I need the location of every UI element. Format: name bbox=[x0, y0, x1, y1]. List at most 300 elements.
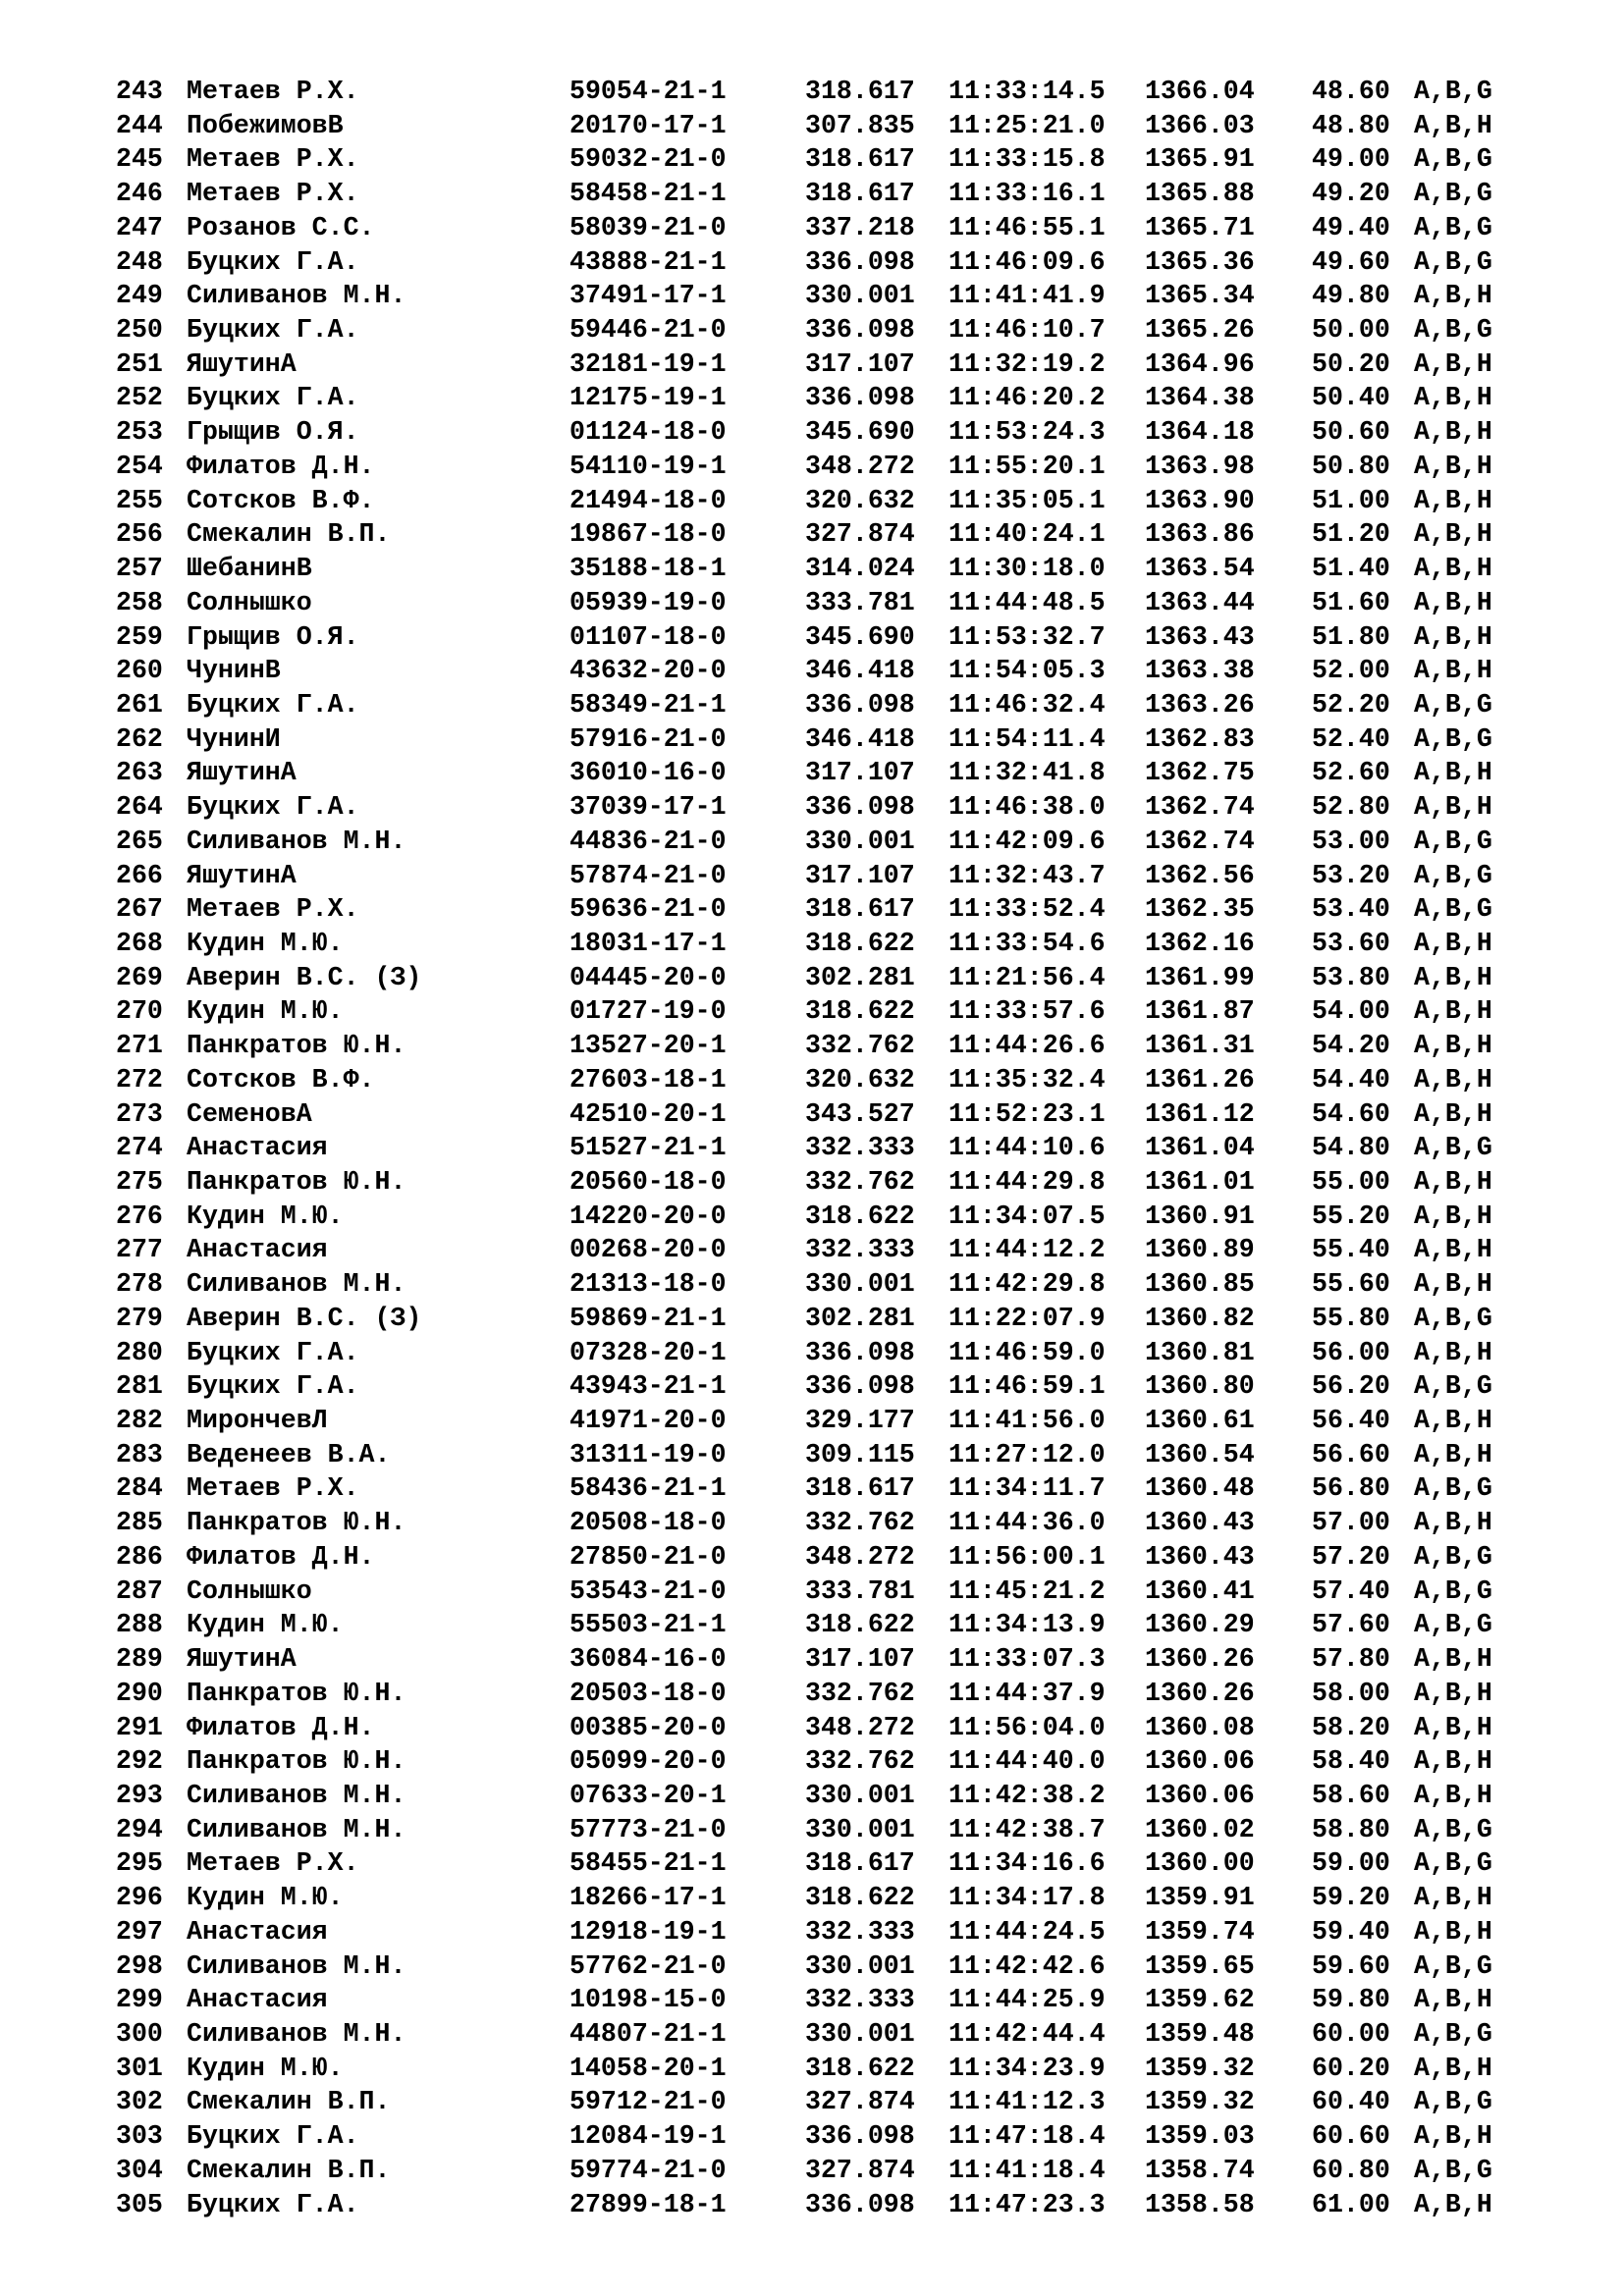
distance-cell: 309.115 bbox=[805, 1439, 915, 1469]
ring-number-cell: 20503-18-0 bbox=[569, 1678, 727, 1708]
place-cell: 254 bbox=[116, 451, 163, 481]
fancier-name-cell: ЧунинВ bbox=[187, 656, 281, 686]
distance-cell: 336.098 bbox=[805, 315, 915, 346]
fancier-name-cell: Силиванов М.Н. bbox=[187, 2018, 406, 2049]
arrival-time-cell: 11:42:44.4 bbox=[948, 2018, 1106, 2049]
place-cell: 261 bbox=[116, 689, 163, 720]
speed-cell: 1365.36 bbox=[1145, 246, 1255, 277]
place-cell: 260 bbox=[116, 656, 163, 686]
distance-cell: 320.632 bbox=[805, 485, 915, 515]
place-cell: 255 bbox=[116, 485, 163, 515]
coefficient-cell: 49.80 bbox=[1312, 281, 1390, 311]
speed-cell: 1359.74 bbox=[1145, 1916, 1255, 1947]
ring-number-cell: 43943-21-1 bbox=[569, 1371, 727, 1402]
arrival-time-cell: 11:53:24.3 bbox=[948, 417, 1106, 448]
arrival-time-cell: 11:47:23.3 bbox=[948, 2189, 1106, 2219]
coefficient-cell: 57.00 bbox=[1312, 1508, 1390, 1538]
coefficient-cell: 60.80 bbox=[1312, 2155, 1390, 2185]
group-tag-cell: A,B,H bbox=[1414, 2189, 1492, 2219]
arrival-time-cell: 11:52:23.1 bbox=[948, 1098, 1106, 1129]
group-tag-cell: A,B,H bbox=[1414, 451, 1492, 481]
distance-cell: 332.333 bbox=[805, 1235, 915, 1265]
place-cell: 256 bbox=[116, 519, 163, 550]
coefficient-cell: 57.80 bbox=[1312, 1644, 1390, 1675]
speed-cell: 1359.32 bbox=[1145, 2087, 1255, 2117]
coefficient-cell: 56.00 bbox=[1312, 1337, 1390, 1367]
distance-cell: 348.272 bbox=[805, 1712, 915, 1742]
fancier-name-cell: Панкратов Ю.Н. bbox=[187, 1746, 406, 1777]
arrival-time-cell: 11:32:19.2 bbox=[948, 348, 1106, 379]
speed-cell: 1363.44 bbox=[1145, 587, 1255, 617]
distance-cell: 336.098 bbox=[805, 792, 915, 823]
group-tag-cell: A,B,G bbox=[1414, 1575, 1492, 1606]
coefficient-cell: 52.60 bbox=[1312, 758, 1390, 788]
speed-cell: 1360.00 bbox=[1145, 1848, 1255, 1879]
group-tag-cell: A,B,H bbox=[1414, 1644, 1492, 1675]
group-tag-cell: A,B,H bbox=[1414, 1712, 1492, 1742]
speed-cell: 1363.43 bbox=[1145, 621, 1255, 652]
place-cell: 265 bbox=[116, 826, 163, 856]
group-tag-cell: A,B,G bbox=[1414, 689, 1492, 720]
group-tag-cell: A,B,H bbox=[1414, 554, 1492, 584]
group-tag-cell: A,B,G bbox=[1414, 1541, 1492, 1572]
place-cell: 243 bbox=[116, 77, 163, 106]
fancier-name-cell: Смекалин В.П. bbox=[187, 519, 391, 550]
coefficient-cell: 57.20 bbox=[1312, 1541, 1390, 1572]
distance-cell: 318.617 bbox=[805, 144, 915, 175]
coefficient-cell: 49.00 bbox=[1312, 144, 1390, 175]
place-cell: 275 bbox=[116, 1167, 163, 1197]
arrival-time-cell: 11:44:12.2 bbox=[948, 1235, 1106, 1265]
fancier-name-cell: Буцких Г.А. bbox=[187, 1371, 359, 1402]
arrival-time-cell: 11:56:04.0 bbox=[948, 1712, 1106, 1742]
place-cell: 294 bbox=[116, 1814, 163, 1844]
fancier-name-cell: Смекалин В.П. bbox=[187, 2087, 391, 2117]
speed-cell: 1365.91 bbox=[1145, 144, 1255, 175]
arrival-time-cell: 11:32:41.8 bbox=[948, 758, 1106, 788]
place-cell: 249 bbox=[116, 281, 163, 311]
fancier-name-cell: Буцких Г.А. bbox=[187, 792, 359, 823]
group-tag-cell: A,B,H bbox=[1414, 1746, 1492, 1777]
distance-cell: 345.690 bbox=[805, 621, 915, 652]
place-cell: 304 bbox=[116, 2155, 163, 2185]
place-cell: 269 bbox=[116, 962, 163, 992]
distance-cell: 318.622 bbox=[805, 1610, 915, 1640]
distance-cell: 333.781 bbox=[805, 1575, 915, 1606]
group-tag-cell: A,B,H bbox=[1414, 1780, 1492, 1810]
speed-cell: 1360.54 bbox=[1145, 1439, 1255, 1469]
group-tag-cell: A,B,G bbox=[1414, 1814, 1492, 1844]
speed-cell: 1363.54 bbox=[1145, 554, 1255, 584]
arrival-time-cell: 11:22:07.9 bbox=[948, 1303, 1106, 1333]
fancier-name-cell: Анастасия bbox=[187, 1916, 328, 1947]
group-tag-cell: A,B,H bbox=[1414, 110, 1492, 140]
arrival-time-cell: 11:33:16.1 bbox=[948, 179, 1106, 209]
arrival-time-cell: 11:46:55.1 bbox=[948, 212, 1106, 242]
arrival-time-cell: 11:44:40.0 bbox=[948, 1746, 1106, 1777]
fancier-name-cell: Силиванов М.Н. bbox=[187, 826, 406, 856]
group-tag-cell: A,B,H bbox=[1414, 519, 1492, 550]
ring-number-cell: 27899-18-1 bbox=[569, 2189, 727, 2219]
ring-number-cell: 14058-20-1 bbox=[569, 2053, 727, 2083]
arrival-time-cell: 11:30:18.0 bbox=[948, 554, 1106, 584]
coefficient-cell: 55.40 bbox=[1312, 1235, 1390, 1265]
distance-cell: 317.107 bbox=[805, 1644, 915, 1675]
place-cell: 278 bbox=[116, 1269, 163, 1300]
group-tag-cell: A,B,H bbox=[1414, 1916, 1492, 1947]
ring-number-cell: 36084-16-0 bbox=[569, 1644, 727, 1675]
fancier-name-cell: Метаев Р.Х. bbox=[187, 1473, 359, 1504]
ring-number-cell: 59712-21-0 bbox=[569, 2087, 727, 2117]
distance-cell: 317.107 bbox=[805, 348, 915, 379]
speed-cell: 1360.61 bbox=[1145, 1406, 1255, 1436]
speed-cell: 1365.26 bbox=[1145, 315, 1255, 346]
ring-number-cell: 59774-21-0 bbox=[569, 2155, 727, 2185]
speed-cell: 1361.04 bbox=[1145, 1133, 1255, 1163]
place-cell: 286 bbox=[116, 1541, 163, 1572]
speed-cell: 1360.08 bbox=[1145, 1712, 1255, 1742]
fancier-name-cell: Буцких Г.А. bbox=[187, 246, 359, 277]
coefficient-cell: 54.20 bbox=[1312, 1031, 1390, 1061]
fancier-name-cell: Буцких Г.А. bbox=[187, 315, 359, 346]
speed-cell: 1360.91 bbox=[1145, 1201, 1255, 1231]
group-tag-cell: A,B,H bbox=[1414, 348, 1492, 379]
place-cell: 247 bbox=[116, 212, 163, 242]
arrival-time-cell: 11:46:20.2 bbox=[948, 383, 1106, 413]
arrival-time-cell: 11:41:12.3 bbox=[948, 2087, 1106, 2117]
coefficient-cell: 51.80 bbox=[1312, 621, 1390, 652]
group-tag-cell: A,B,H bbox=[1414, 996, 1492, 1027]
group-tag-cell: A,B,H bbox=[1414, 485, 1492, 515]
place-cell: 244 bbox=[116, 110, 163, 140]
group-tag-cell: A,B,G bbox=[1414, 860, 1492, 890]
distance-cell: 346.418 bbox=[805, 723, 915, 754]
speed-cell: 1360.43 bbox=[1145, 1541, 1255, 1572]
speed-cell: 1360.29 bbox=[1145, 1610, 1255, 1640]
distance-cell: 302.281 bbox=[805, 962, 915, 992]
group-tag-cell: A,B,G bbox=[1414, 1473, 1492, 1504]
distance-cell: 336.098 bbox=[805, 246, 915, 277]
place-cell: 276 bbox=[116, 1201, 163, 1231]
fancier-name-cell: Сотсков В.Ф. bbox=[187, 485, 375, 515]
distance-cell: 318.622 bbox=[805, 996, 915, 1027]
speed-cell: 1364.18 bbox=[1145, 417, 1255, 448]
coefficient-cell: 49.20 bbox=[1312, 179, 1390, 209]
distance-cell: 330.001 bbox=[805, 1814, 915, 1844]
coefficient-cell: 51.40 bbox=[1312, 554, 1390, 584]
place-cell: 288 bbox=[116, 1610, 163, 1640]
ring-number-cell: 58039-21-0 bbox=[569, 212, 727, 242]
group-tag-cell: A,B,G bbox=[1414, 1371, 1492, 1402]
coefficient-cell: 53.40 bbox=[1312, 894, 1390, 925]
arrival-time-cell: 11:44:37.9 bbox=[948, 1678, 1106, 1708]
speed-cell: 1363.98 bbox=[1145, 451, 1255, 481]
group-tag-cell: A,B,H bbox=[1414, 1508, 1492, 1538]
fancier-name-cell: Силиванов М.Н. bbox=[187, 1814, 406, 1844]
fancier-name-cell: Филатов Д.Н. bbox=[187, 1541, 375, 1572]
ring-number-cell: 57762-21-0 bbox=[569, 1950, 727, 1981]
speed-cell: 1360.89 bbox=[1145, 1235, 1255, 1265]
ring-number-cell: 20560-18-0 bbox=[569, 1167, 727, 1197]
fancier-name-cell: Кудин М.Ю. bbox=[187, 1201, 344, 1231]
coefficient-cell: 58.80 bbox=[1312, 1814, 1390, 1844]
coefficient-cell: 56.20 bbox=[1312, 1371, 1390, 1402]
speed-cell: 1365.88 bbox=[1145, 179, 1255, 209]
fancier-name-cell: Метаев Р.Х. bbox=[187, 894, 359, 925]
fancier-name-cell: Буцких Г.А. bbox=[187, 2121, 359, 2152]
place-cell: 257 bbox=[116, 554, 163, 584]
arrival-time-cell: 11:45:21.2 bbox=[948, 1575, 1106, 1606]
fancier-name-cell: Солнышко bbox=[187, 587, 312, 617]
distance-cell: 332.333 bbox=[805, 1985, 915, 2015]
distance-cell: 333.781 bbox=[805, 587, 915, 617]
distance-cell: 336.098 bbox=[805, 1337, 915, 1367]
ring-number-cell: 13527-20-1 bbox=[569, 1031, 727, 1061]
fancier-name-cell: Силиванов М.Н. bbox=[187, 1269, 406, 1300]
place-cell: 259 bbox=[116, 621, 163, 652]
distance-cell: 330.001 bbox=[805, 1950, 915, 1981]
group-tag-cell: A,B,G bbox=[1414, 212, 1492, 242]
fancier-name-cell: Буцких Г.А. bbox=[187, 383, 359, 413]
speed-cell: 1359.91 bbox=[1145, 1883, 1255, 1913]
distance-cell: 348.272 bbox=[805, 1541, 915, 1572]
coefficient-cell: 49.40 bbox=[1312, 212, 1390, 242]
arrival-time-cell: 11:42:38.7 bbox=[948, 1814, 1106, 1844]
arrival-time-cell: 11:46:59.0 bbox=[948, 1337, 1106, 1367]
ring-number-cell: 18031-17-1 bbox=[569, 928, 727, 958]
ring-number-cell: 59446-21-0 bbox=[569, 315, 727, 346]
coefficient-cell: 52.20 bbox=[1312, 689, 1390, 720]
place-cell: 305 bbox=[116, 2189, 163, 2219]
speed-cell: 1363.38 bbox=[1145, 656, 1255, 686]
ring-number-cell: 10198-15-0 bbox=[569, 1985, 727, 2015]
place-cell: 299 bbox=[116, 1985, 163, 2015]
arrival-time-cell: 11:32:43.7 bbox=[948, 860, 1106, 890]
distance-cell: 318.622 bbox=[805, 1201, 915, 1231]
ring-number-cell: 01107-18-0 bbox=[569, 621, 727, 652]
group-tag-cell: A,B,G bbox=[1414, 246, 1492, 277]
arrival-time-cell: 11:42:29.8 bbox=[948, 1269, 1106, 1300]
place-cell: 267 bbox=[116, 894, 163, 925]
ring-number-cell: 12918-19-1 bbox=[569, 1916, 727, 1947]
fancier-name-cell: Метаев Р.Х. bbox=[187, 179, 359, 209]
distance-cell: 332.333 bbox=[805, 1916, 915, 1947]
group-tag-cell: A,B,H bbox=[1414, 1235, 1492, 1265]
arrival-time-cell: 11:41:18.4 bbox=[948, 2155, 1106, 2185]
coefficient-cell: 58.20 bbox=[1312, 1712, 1390, 1742]
group-tag-cell: A,B,H bbox=[1414, 2121, 1492, 2152]
group-tag-cell: A,B,G bbox=[1414, 1950, 1492, 1981]
group-tag-cell: A,B,H bbox=[1414, 1406, 1492, 1436]
speed-cell: 1361.31 bbox=[1145, 1031, 1255, 1061]
ring-number-cell: 58436-21-1 bbox=[569, 1473, 727, 1504]
group-tag-cell: A,B,G bbox=[1414, 826, 1492, 856]
ring-number-cell: 27850-21-0 bbox=[569, 1541, 727, 1572]
fancier-name-cell: Анастасия bbox=[187, 1133, 328, 1163]
group-tag-cell: A,B,H bbox=[1414, 383, 1492, 413]
arrival-time-cell: 11:34:13.9 bbox=[948, 1610, 1106, 1640]
arrival-time-cell: 11:35:05.1 bbox=[948, 485, 1106, 515]
distance-cell: 318.617 bbox=[805, 1848, 915, 1879]
arrival-time-cell: 11:34:17.8 bbox=[948, 1883, 1106, 1913]
group-tag-cell: A,B,G bbox=[1414, 1610, 1492, 1640]
group-tag-cell: A,B,H bbox=[1414, 1985, 1492, 2015]
coefficient-cell: 51.20 bbox=[1312, 519, 1390, 550]
group-tag-cell: A,B,H bbox=[1414, 1269, 1492, 1300]
distance-cell: 302.281 bbox=[805, 1303, 915, 1333]
place-cell: 277 bbox=[116, 1235, 163, 1265]
group-tag-cell: A,B,H bbox=[1414, 621, 1492, 652]
distance-cell: 337.218 bbox=[805, 212, 915, 242]
speed-cell: 1365.34 bbox=[1145, 281, 1255, 311]
coefficient-cell: 49.60 bbox=[1312, 246, 1390, 277]
coefficient-cell: 59.40 bbox=[1312, 1916, 1390, 1947]
group-tag-cell: A,B,H bbox=[1414, 1678, 1492, 1708]
group-tag-cell: A,B,G bbox=[1414, 2087, 1492, 2117]
speed-cell: 1362.75 bbox=[1145, 758, 1255, 788]
place-cell: 264 bbox=[116, 792, 163, 823]
fancier-name-cell: Филатов Д.Н. bbox=[187, 1712, 375, 1742]
fancier-name-cell: Грыщив О.Я. bbox=[187, 417, 359, 448]
distance-cell: 330.001 bbox=[805, 2018, 915, 2049]
ring-number-cell: 12084-19-1 bbox=[569, 2121, 727, 2152]
coefficient-cell: 57.60 bbox=[1312, 1610, 1390, 1640]
fancier-name-cell: Филатов Д.Н. bbox=[187, 451, 375, 481]
coefficient-cell: 58.40 bbox=[1312, 1746, 1390, 1777]
ring-number-cell: 59054-21-1 bbox=[569, 77, 727, 106]
distance-cell: 345.690 bbox=[805, 417, 915, 448]
fancier-name-cell: Панкратов Ю.Н. bbox=[187, 1167, 406, 1197]
distance-cell: 343.527 bbox=[805, 1098, 915, 1129]
group-tag-cell: A,B,G bbox=[1414, 179, 1492, 209]
group-tag-cell: A,B,H bbox=[1414, 1098, 1492, 1129]
arrival-time-cell: 11:46:09.6 bbox=[948, 246, 1106, 277]
coefficient-cell: 60.20 bbox=[1312, 2053, 1390, 2083]
arrival-time-cell: 11:33:57.6 bbox=[948, 996, 1106, 1027]
coefficient-cell: 57.40 bbox=[1312, 1575, 1390, 1606]
coefficient-cell: 51.60 bbox=[1312, 587, 1390, 617]
group-tag-cell: A,B,H bbox=[1414, 281, 1492, 311]
ring-number-cell: 18266-17-1 bbox=[569, 1883, 727, 1913]
speed-cell: 1359.03 bbox=[1145, 2121, 1255, 2152]
place-cell: 250 bbox=[116, 315, 163, 346]
arrival-time-cell: 11:25:21.0 bbox=[948, 110, 1106, 140]
arrival-time-cell: 11:33:52.4 bbox=[948, 894, 1106, 925]
speed-cell: 1358.74 bbox=[1145, 2155, 1255, 2185]
place-cell: 301 bbox=[116, 2053, 163, 2083]
ring-number-cell: 55503-21-1 bbox=[569, 1610, 727, 1640]
place-cell: 262 bbox=[116, 723, 163, 754]
coefficient-cell: 55.60 bbox=[1312, 1269, 1390, 1300]
ring-number-cell: 37039-17-1 bbox=[569, 792, 727, 823]
fancier-name-cell: Аверин В.С. (З) bbox=[187, 962, 422, 992]
distance-cell: 330.001 bbox=[805, 1269, 915, 1300]
speed-cell: 1363.26 bbox=[1145, 689, 1255, 720]
group-tag-cell: A,B,H bbox=[1414, 1439, 1492, 1469]
arrival-time-cell: 11:56:00.1 bbox=[948, 1541, 1106, 1572]
arrival-time-cell: 11:44:25.9 bbox=[948, 1985, 1106, 2015]
distance-cell: 332.333 bbox=[805, 1133, 915, 1163]
ring-number-cell: 42510-20-1 bbox=[569, 1098, 727, 1129]
fancier-name-cell: СеменовА bbox=[187, 1098, 312, 1129]
fancier-name-cell: ЯшутинА bbox=[187, 348, 297, 379]
distance-cell: 314.024 bbox=[805, 554, 915, 584]
ring-number-cell: 32181-19-1 bbox=[569, 348, 727, 379]
speed-cell: 1361.87 bbox=[1145, 996, 1255, 1027]
ring-number-cell: 44836-21-0 bbox=[569, 826, 727, 856]
place-cell: 303 bbox=[116, 2121, 163, 2152]
place-cell: 293 bbox=[116, 1780, 163, 1810]
arrival-time-cell: 11:44:29.8 bbox=[948, 1167, 1106, 1197]
group-tag-cell: A,B,H bbox=[1414, 758, 1492, 788]
ring-number-cell: 53543-21-0 bbox=[569, 1575, 727, 1606]
place-cell: 289 bbox=[116, 1644, 163, 1675]
place-cell: 283 bbox=[116, 1439, 163, 1469]
speed-cell: 1364.96 bbox=[1145, 348, 1255, 379]
place-cell: 258 bbox=[116, 587, 163, 617]
arrival-time-cell: 11:33:14.5 bbox=[948, 77, 1106, 106]
place-cell: 272 bbox=[116, 1064, 163, 1095]
fancier-name-cell: Кудин М.Ю. bbox=[187, 1883, 344, 1913]
place-cell: 274 bbox=[116, 1133, 163, 1163]
place-cell: 268 bbox=[116, 928, 163, 958]
arrival-time-cell: 11:42:38.2 bbox=[948, 1780, 1106, 1810]
arrival-time-cell: 11:21:56.4 bbox=[948, 962, 1106, 992]
fancier-name-cell: Метаев Р.Х. bbox=[187, 144, 359, 175]
ring-number-cell: 00268-20-0 bbox=[569, 1235, 727, 1265]
speed-cell: 1359.48 bbox=[1145, 2018, 1255, 2049]
speed-cell: 1362.16 bbox=[1145, 928, 1255, 958]
fancier-name-cell: ШебанинВ bbox=[187, 554, 312, 584]
distance-cell: 346.418 bbox=[805, 656, 915, 686]
distance-cell: 307.835 bbox=[805, 110, 915, 140]
coefficient-cell: 55.00 bbox=[1312, 1167, 1390, 1197]
arrival-time-cell: 11:46:32.4 bbox=[948, 689, 1106, 720]
group-tag-cell: A,B,H bbox=[1414, 1031, 1492, 1061]
place-cell: 295 bbox=[116, 1848, 163, 1879]
ring-number-cell: 44807-21-1 bbox=[569, 2018, 727, 2049]
speed-cell: 1361.12 bbox=[1145, 1098, 1255, 1129]
fancier-name-cell: Силиванов М.Н. bbox=[187, 281, 406, 311]
fancier-name-cell: ПобежимовВ bbox=[187, 110, 344, 140]
place-cell: 266 bbox=[116, 860, 163, 890]
arrival-time-cell: 11:44:26.6 bbox=[948, 1031, 1106, 1061]
ring-number-cell: 00385-20-0 bbox=[569, 1712, 727, 1742]
speed-cell: 1359.32 bbox=[1145, 2053, 1255, 2083]
speed-cell: 1359.65 bbox=[1145, 1950, 1255, 1981]
ring-number-cell: 31311-19-0 bbox=[569, 1439, 727, 1469]
coefficient-cell: 54.60 bbox=[1312, 1098, 1390, 1129]
coefficient-cell: 54.00 bbox=[1312, 996, 1390, 1027]
coefficient-cell: 50.00 bbox=[1312, 315, 1390, 346]
group-tag-cell: A,B,H bbox=[1414, 1337, 1492, 1367]
distance-cell: 318.622 bbox=[805, 1883, 915, 1913]
place-cell: 297 bbox=[116, 1916, 163, 1947]
arrival-time-cell: 11:33:07.3 bbox=[948, 1644, 1106, 1675]
speed-cell: 1360.26 bbox=[1145, 1644, 1255, 1675]
ring-number-cell: 54110-19-1 bbox=[569, 451, 727, 481]
coefficient-cell: 52.00 bbox=[1312, 656, 1390, 686]
coefficient-cell: 51.00 bbox=[1312, 485, 1390, 515]
place-cell: 253 bbox=[116, 417, 163, 448]
group-tag-cell: A,B,H bbox=[1414, 928, 1492, 958]
fancier-name-cell: Силиванов М.Н. bbox=[187, 1780, 406, 1810]
fancier-name-cell: Кудин М.Ю. bbox=[187, 2053, 344, 2083]
group-tag-cell: A,B,H bbox=[1414, 417, 1492, 448]
place-cell: 287 bbox=[116, 1575, 163, 1606]
ring-number-cell: 59869-21-1 bbox=[569, 1303, 727, 1333]
ring-number-cell: 21494-18-0 bbox=[569, 485, 727, 515]
